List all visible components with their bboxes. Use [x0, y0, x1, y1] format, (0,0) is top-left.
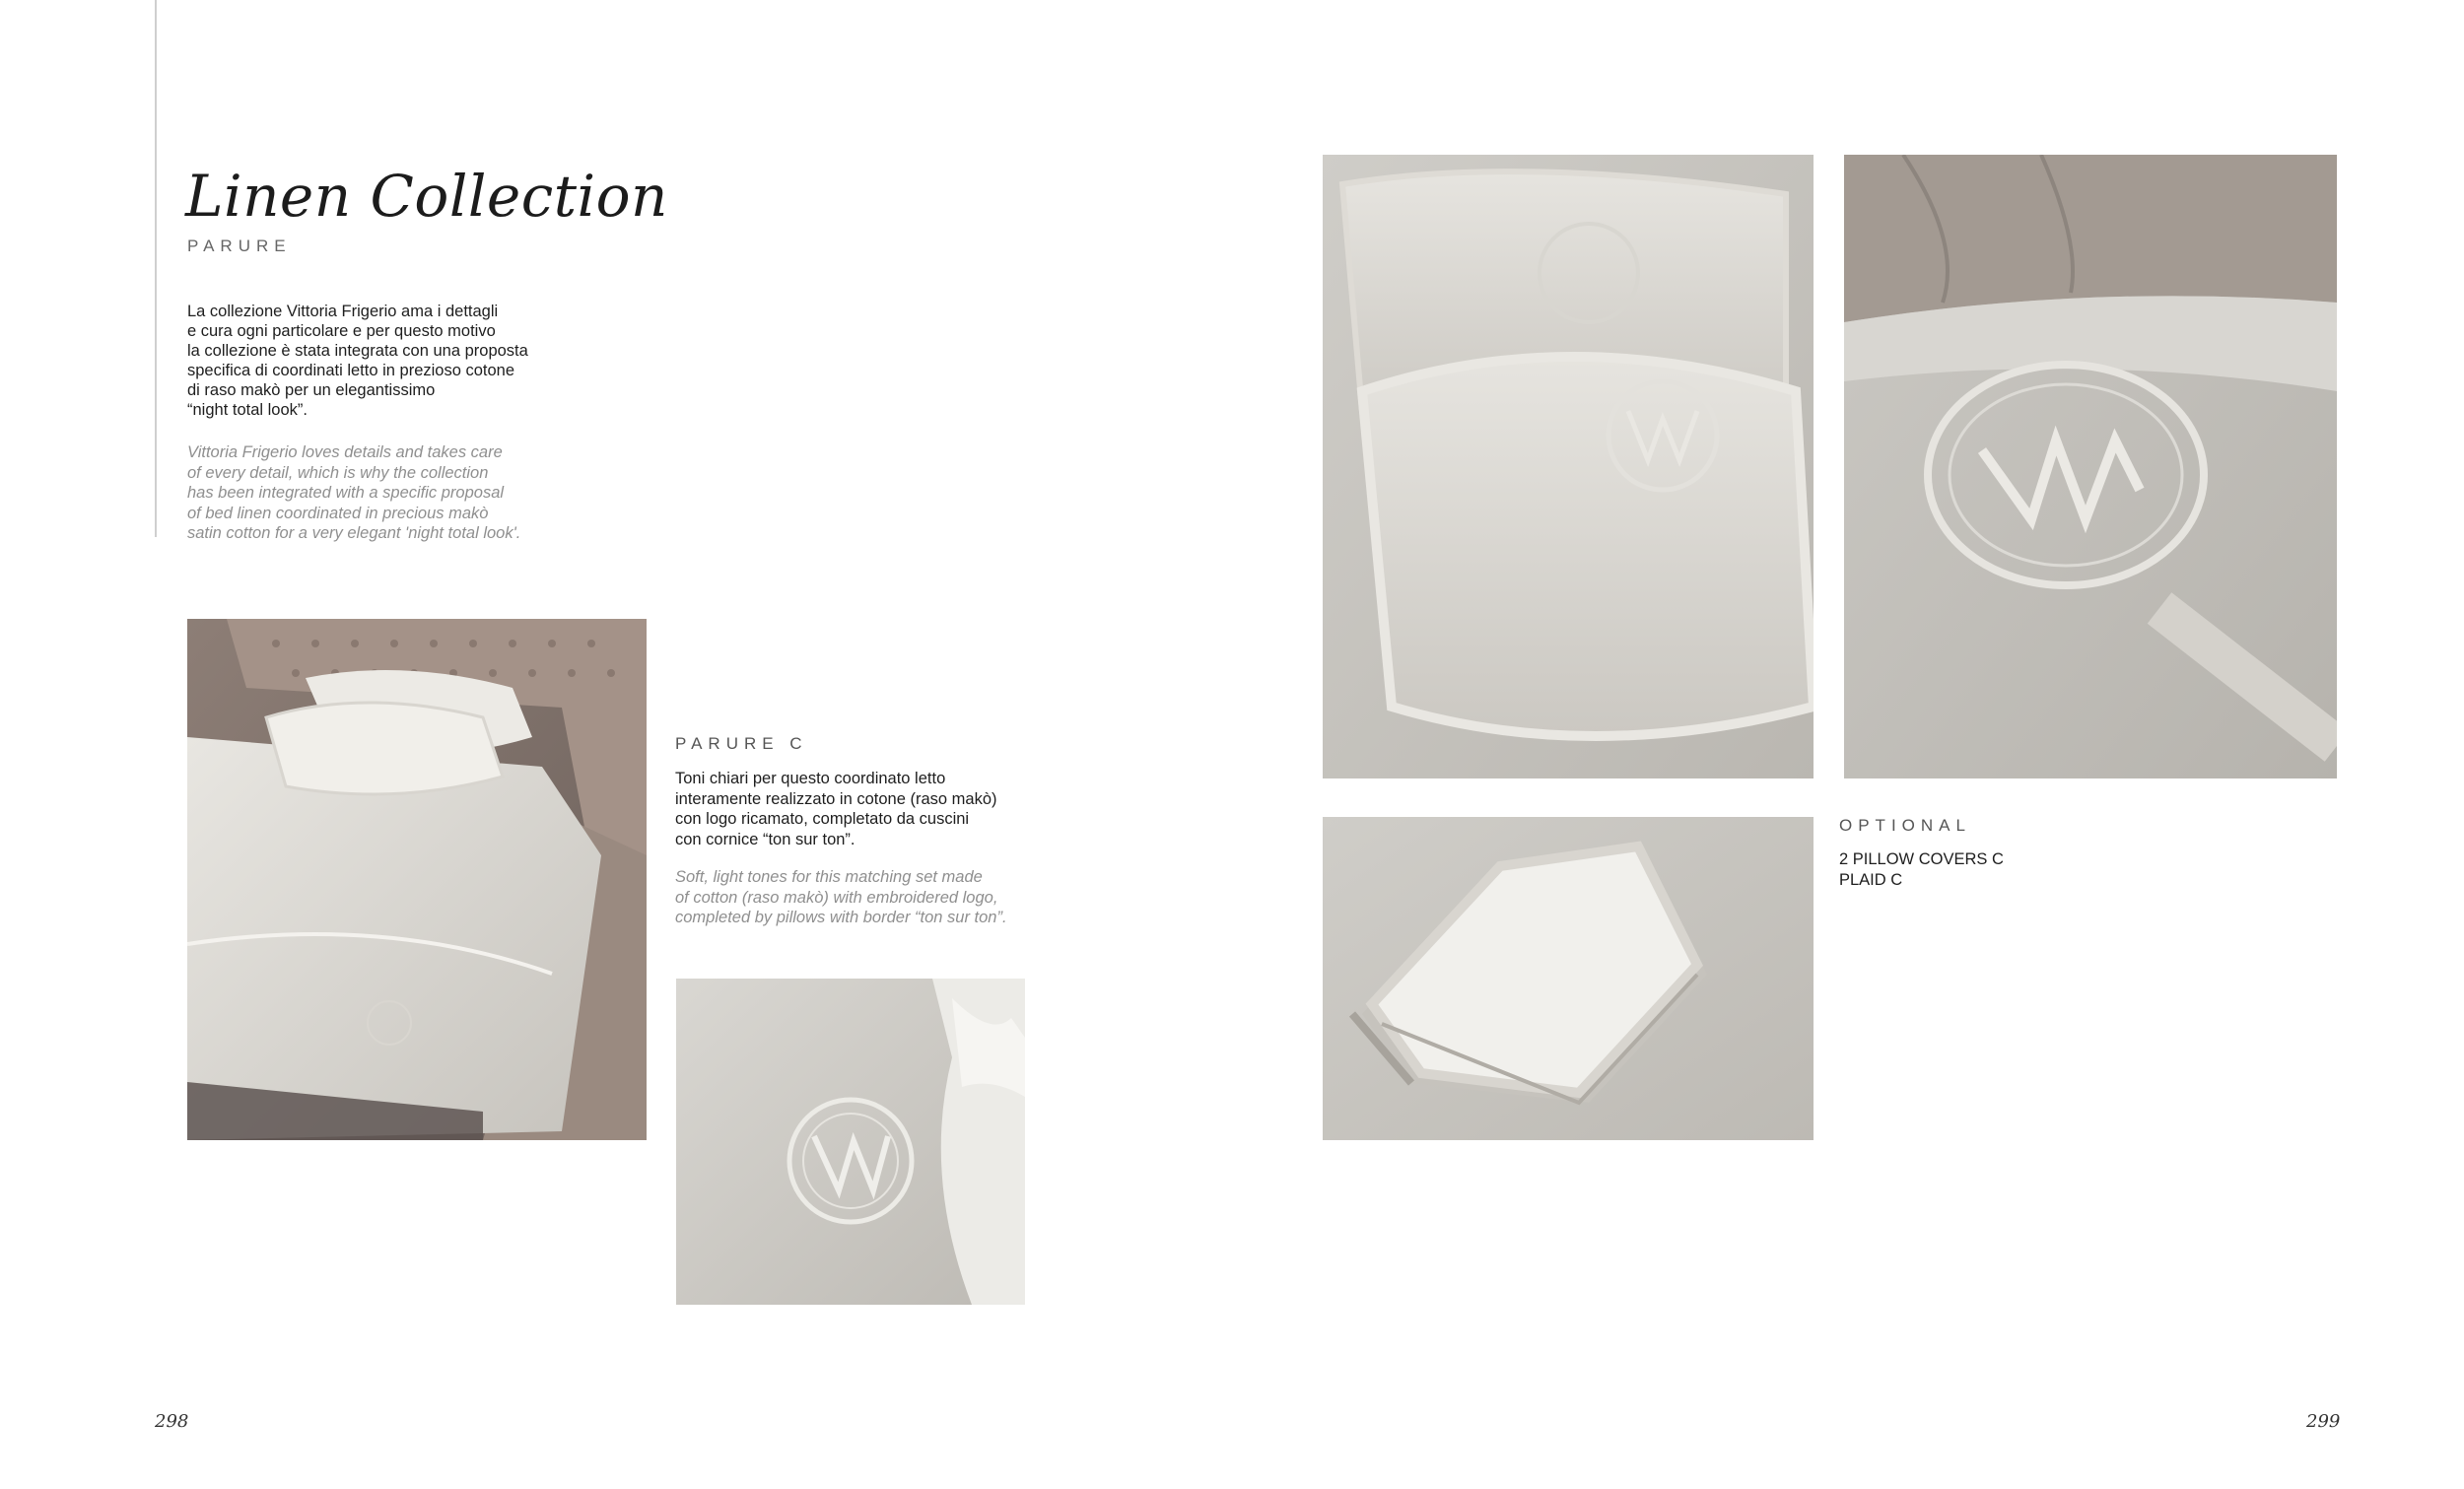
parure-c-english-line: completed by pillows with border “ton sur ton”.	[675, 909, 1007, 926]
page-title: Linen Collection	[185, 163, 668, 230]
parure-c-italian	[675, 769, 1069, 849]
parure-c-italian-line: con cornice “ton sur ton”.	[675, 830, 856, 848]
intro-italian-line: e cura ogni particolare e per questo motivo	[187, 322, 496, 340]
intro-italian-line: specifica di coordinati letto in prezioso cotone	[187, 362, 515, 379]
intro-english-line: of bed linen coordinated in precious makò	[187, 504, 489, 522]
intro-english-line: has been integrated with a specific proposal	[187, 484, 505, 502]
optional-item: 2 PILLOW COVERS C	[1839, 850, 2004, 868]
parure-c-heading: PARURE C	[675, 734, 808, 753]
parure-c-italian-line: con logo ricamato, completato da cuscini	[675, 810, 970, 828]
intro-italian-line: di raso makò per un elegantissimo	[187, 381, 436, 399]
parure-c-italian-line: Toni chiari per questo coordinato letto	[675, 770, 946, 787]
photo-plaid	[1323, 817, 1814, 1140]
optional-heading: OPTIONAL	[1839, 816, 1971, 835]
intro-italian-line: “night total look”.	[187, 401, 308, 419]
page-number-right: 299	[2306, 1411, 2341, 1432]
section-subtitle: PARURE	[187, 237, 292, 255]
optional-list	[1839, 849, 2004, 890]
photo-logo-closeup	[1844, 155, 2337, 778]
intro-italian-line: La collezione Vittoria Frigerio ama i dettagli	[187, 303, 499, 320]
intro-italian	[187, 302, 601, 420]
photo-pillows	[1323, 155, 1814, 778]
intro-english-line: of every detail, which is why the collection	[187, 463, 489, 482]
parure-c-english	[675, 867, 1069, 928]
parure-c-english-line: Soft, light tones for this matching set made	[675, 868, 983, 886]
intro-english-line: Vittoria Frigerio loves details and takes care	[187, 443, 503, 461]
intro-italian-line: la collezione è stata integrata con una proposta	[187, 342, 528, 360]
parure-c-english-line: of cotton (raso makò) with embroidered logo,	[675, 888, 998, 907]
photo-pillow-logo	[676, 979, 1025, 1305]
optional-item: PLAID C	[1839, 870, 1903, 889]
photo-bed	[187, 619, 647, 1140]
intro-english	[187, 442, 601, 544]
margin-rule	[155, 0, 157, 537]
intro-english-line: satin cotton for a very elegant 'night total look'.	[187, 524, 521, 542]
page-number-left: 298	[155, 1411, 189, 1432]
parure-c-italian-line: interamente realizzato in cotone (raso makò)	[675, 789, 997, 808]
